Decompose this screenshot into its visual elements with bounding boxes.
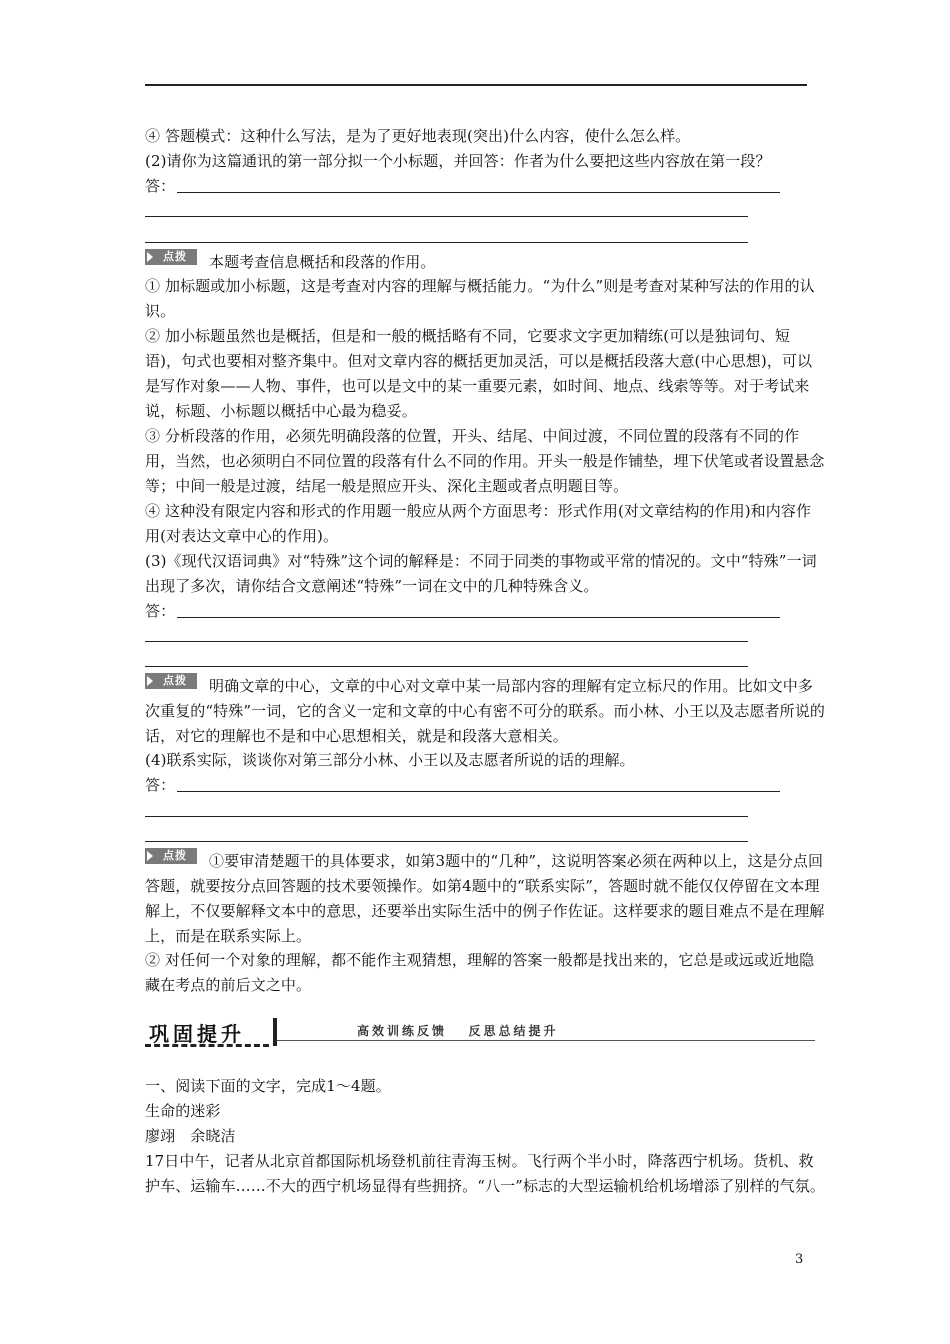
play-arrow-icon: [147, 676, 153, 686]
play-arrow-icon: [147, 851, 153, 861]
question-3: (3)《现代汉语词典》对“特殊”这个词的解释是：不同于同类的事物或平常的情况的。文中“特殊”一词出现了多次，请你结合文意阐述“特殊”一词在文中的几种特殊含义。: [145, 552, 817, 595]
article-title: 生命的迷彩: [145, 1102, 221, 1120]
question-2: (2)请你为这篇通讯的第一部分拟一个小标题，并回答：作者为什么要把这些内容放在第一段？: [145, 152, 771, 170]
answer-line: [145, 841, 748, 842]
hint-1-paragraph-2: ② 加小标题虽然也是概括，但是和一般的概括略有不同，它要求文字更加精练(可以是独词句、短语)，句式也要相对整齐集中。但对文章内容的概括更加灵活，可以是概括段落大意(中心思想)，可以是写作对象——人物、事件，也可以是文中的某一重要元素，如时间、地点、线索等等。对于考试来说，标题、小标题以概括中心最为稳妥。: [145, 327, 813, 420]
answer-pattern-text: ④ 答题模式：这种什么写法，是为了更好地表现(突出)什么内容，使什么怎么样。: [145, 127, 691, 145]
section-instruction: 一、阅读下面的文字，完成1～4题。: [145, 1077, 391, 1095]
hint-1-paragraph-1: ① 加标题或加小标题，这是考查对内容的理解与概括能力。“为什么”则是考查对某种写法的作用的认识。: [145, 277, 815, 320]
answer-line: [177, 791, 780, 792]
article-authors: 廖翊 余晓洁: [145, 1127, 236, 1145]
hint-1-paragraph-3: ③ 分析段落的作用，必须先明确段落的位置，开头、结尾、中间过渡，不同位置的段落有不同的作用，当然，也必须明白不同位置的段落有什么不同的作用。开头一般是作铺垫，埋下伏笔或者设置悬念等；中间一般是过渡，结尾一般是照应开头、深化主题或者点明题目等。: [145, 427, 825, 495]
hint-badge: 点拨: [145, 848, 197, 864]
question-4: (4)联系实际，谈谈你对第三部分小林、小王以及志愿者所说的话的理解。: [145, 751, 635, 769]
answer-label: 答：: [145, 602, 176, 620]
section-banner: [145, 1018, 815, 1048]
answer-label: 答：: [145, 177, 176, 195]
answer-label: 答：: [145, 776, 176, 794]
hint-block-3: 点拨 ①要审清楚题干的具体要求，如第3题中的“几种”，这说明答案必须在两种以上，这是分点回答题，就要按分点回答题的技术要领操作。如第4题中的“联系实际”，答题时就不能仅仅停留在文本理解上，不仅要解释文本中的意思，还要举出实际生活中的例子作佐证。这样要求的题目难点不是在理解上，而是在联系实际上。: [145, 849, 825, 945]
banner-title: 巩固提升: [149, 1022, 245, 1046]
hint-badge: 点拨: [145, 249, 197, 265]
banner-rule: [277, 1040, 815, 1041]
answer-line: [145, 216, 748, 217]
header-rule: [145, 84, 807, 86]
hint-3-paragraph-2: ② 对任何一个对象的理解，都不能作主观猜想，理解的答案一般都是找出来的，它总是或远或近地隐藏在考点的前后文之中。: [145, 951, 815, 994]
answer-line: [145, 666, 748, 667]
banner-tag: [145, 1018, 269, 1047]
hint-block-2: 点拨 明确文章的中心，文章的中心对文章中某一局部内容的理解有定立标尺的作用。比如文中多次重复的“特殊”一词，它的含义一定和文章的中心有密不可分的联系。而小林、小王以及志愿者所说的话，对它的理解也不是和中心思想相关，就是和段落大意相关。: [145, 674, 825, 745]
hint-badge: 点拨: [145, 673, 197, 689]
banner-subtitle: 高效训练反馈 反思总结提升: [357, 1024, 559, 1038]
page-number: 3: [795, 1252, 804, 1267]
answer-line: [145, 641, 748, 642]
article-paragraph: 17日中午，记者从北京首都国际机场登机前往青海玉树。飞行两个半小时，降落西宁机场。货机、救护车、运输车……不大的西宁机场显得有些拥挤。“八一”标志的大型运输机给机场增添了别样的气氛。: [145, 1152, 825, 1195]
answer-line: [145, 242, 748, 243]
play-arrow-icon: [147, 252, 153, 262]
answer-line: [177, 617, 780, 618]
hint-1-paragraph-4: ④ 这种没有限定内容和形式的作用题一般应从两个方面思考：形式作用(对文章结构的作用)和内容作用(对表达文章中心的作用)。: [145, 502, 812, 545]
banner-bar: [273, 1018, 277, 1046]
answer-line: [177, 192, 780, 193]
hint-block-1-intro: 点拨 本题考查信息概括和段落的作用。: [145, 249, 825, 275]
answer-line: [145, 816, 748, 817]
